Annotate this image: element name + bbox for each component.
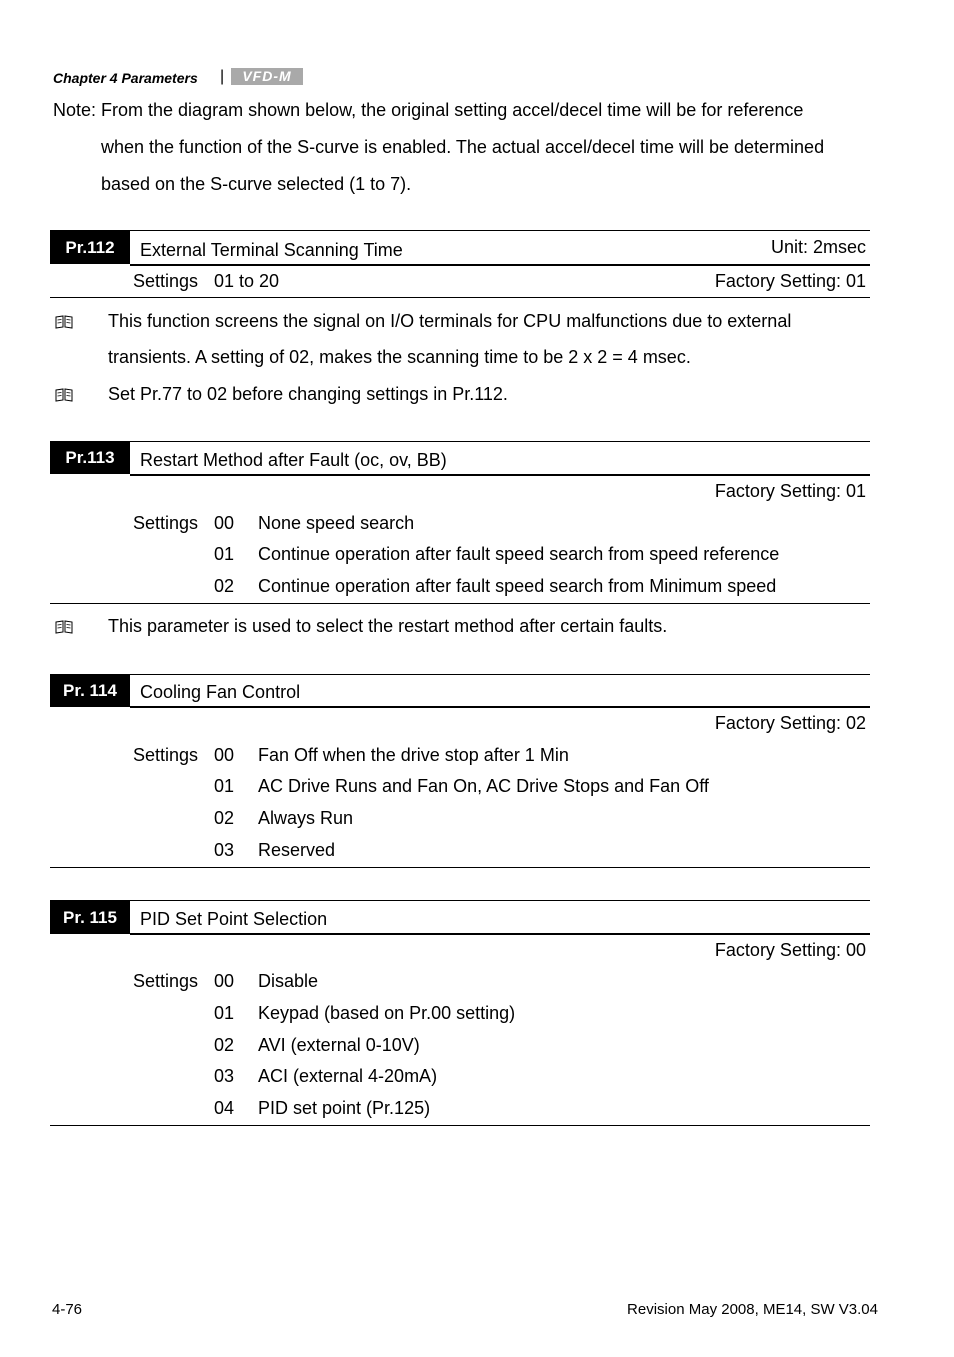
pr114-title-rule xyxy=(130,706,870,708)
pr115-bottom-rule xyxy=(50,1125,870,1126)
setting-code: 01 xyxy=(214,544,235,564)
note-line-2: when the function of the S-curve is enabled. The actual accel/decel time will be determined xyxy=(101,137,825,157)
setting-code: 02 xyxy=(214,1035,235,1055)
pr112-title: External Terminal Scanning Time xyxy=(140,240,403,260)
pr112-settings-label: Settings xyxy=(133,271,199,291)
chapter-title: Chapter 4 Parameters xyxy=(53,70,198,86)
note-line-1: Note: From the diagram shown below, the original setting accel/decel time will be for reference xyxy=(53,100,804,120)
pr112-note-1-line-2: transients. A setting of 02, makes the scanning time to be 2 x 2 = 4 msec. xyxy=(108,347,691,367)
pr114-bottom-rule xyxy=(50,867,870,868)
pr115-title: PID Set Point Selection xyxy=(140,909,328,929)
setting-code: 01 xyxy=(214,1003,235,1023)
pr112-note-2: Set Pr.77 to 02 before changing settings in Pr.112. xyxy=(108,384,508,404)
pr112-note-1-line-1: This function screens the signal on I/O terminals for CPU malfunctions due to external xyxy=(108,311,792,331)
logo-text: VFD-M xyxy=(242,68,292,84)
header-separator: | xyxy=(220,68,225,85)
note-line-3: based on the S-curve selected (1 to 7). xyxy=(101,174,412,194)
pr115-title-rule xyxy=(130,933,870,935)
setting-description: Continue operation after fault speed search from Minimum speed xyxy=(258,576,777,596)
setting-code: 00 xyxy=(214,745,235,765)
pr113-title: Restart Method after Fault (oc, ov, BB) xyxy=(140,450,447,470)
setting-description: ACI (external 4-20mA) xyxy=(258,1066,438,1086)
pr113-note: This parameter is used to select the restart method after certain faults. xyxy=(108,616,668,636)
pr115-code-box: Pr. 115 xyxy=(50,901,130,934)
setting-code: 03 xyxy=(214,1066,235,1086)
pr114-title: Cooling Fan Control xyxy=(140,682,301,702)
setting-code: 01 xyxy=(214,776,235,796)
pr112-top-rule xyxy=(50,230,870,231)
setting-description: None speed search xyxy=(258,513,415,533)
setting-description: Reserved xyxy=(258,840,336,860)
setting-code: 00 xyxy=(214,971,235,991)
pr113-title-rule xyxy=(130,474,870,476)
pr113-bottom-rule xyxy=(50,603,870,604)
page-number: 4-76 xyxy=(52,1301,83,1318)
setting-description: Continue operation after fault speed search from speed reference xyxy=(258,544,780,564)
setting-code: 02 xyxy=(214,808,235,828)
setting-description: AC Drive Runs and Fan On, AC Drive Stops and Fan Off xyxy=(258,776,709,796)
setting-description: Always Run xyxy=(258,808,354,828)
vfd-m-logo xyxy=(231,68,303,85)
book-icon xyxy=(55,388,73,402)
pr113-top-rule xyxy=(50,441,870,442)
setting-description: Keypad (based on Pr.00 setting) xyxy=(258,1003,516,1023)
setting-code: 00 xyxy=(214,513,235,533)
setting-description: AVI (external 0-10V) xyxy=(258,1035,420,1055)
setting-description: PID set point (Pr.125) xyxy=(258,1098,431,1118)
setting-code: 04 xyxy=(214,1098,235,1118)
pr114-factory-setting: Factory Setting: 02 xyxy=(714,713,866,733)
book-icon xyxy=(55,315,73,329)
pr112-bottom-rule xyxy=(50,297,870,298)
pr115-settings-label: Settings xyxy=(133,971,199,991)
pr112-code-box: Pr.112 xyxy=(50,231,130,264)
pr112-title-rule xyxy=(130,264,870,266)
pr114-top-rule xyxy=(50,674,870,675)
revision-text: Revision May 2008, ME14, SW V3.04 xyxy=(627,1301,878,1318)
pr112-settings-range: 01 to 20 xyxy=(214,271,280,291)
pr112-unit: Unit: 2msec xyxy=(770,237,866,257)
setting-code: 03 xyxy=(214,840,235,860)
pr114-settings-label: Settings xyxy=(133,745,199,765)
pr113-code-box: Pr.113 xyxy=(50,442,130,474)
pr113-factory-setting: Factory Setting: 01 xyxy=(714,481,866,501)
setting-description: Disable xyxy=(258,971,319,991)
pr112-factory-setting: Factory Setting: 01 xyxy=(714,271,866,291)
setting-code: 02 xyxy=(214,576,235,596)
pr113-settings-label: Settings xyxy=(133,513,199,533)
pr115-factory-setting: Factory Setting: 00 xyxy=(714,940,866,960)
pr115-top-rule xyxy=(50,900,870,901)
book-icon xyxy=(55,620,73,634)
setting-description: Fan Off when the drive stop after 1 Min xyxy=(258,745,569,765)
pr114-code-box: Pr. 114 xyxy=(50,675,130,707)
